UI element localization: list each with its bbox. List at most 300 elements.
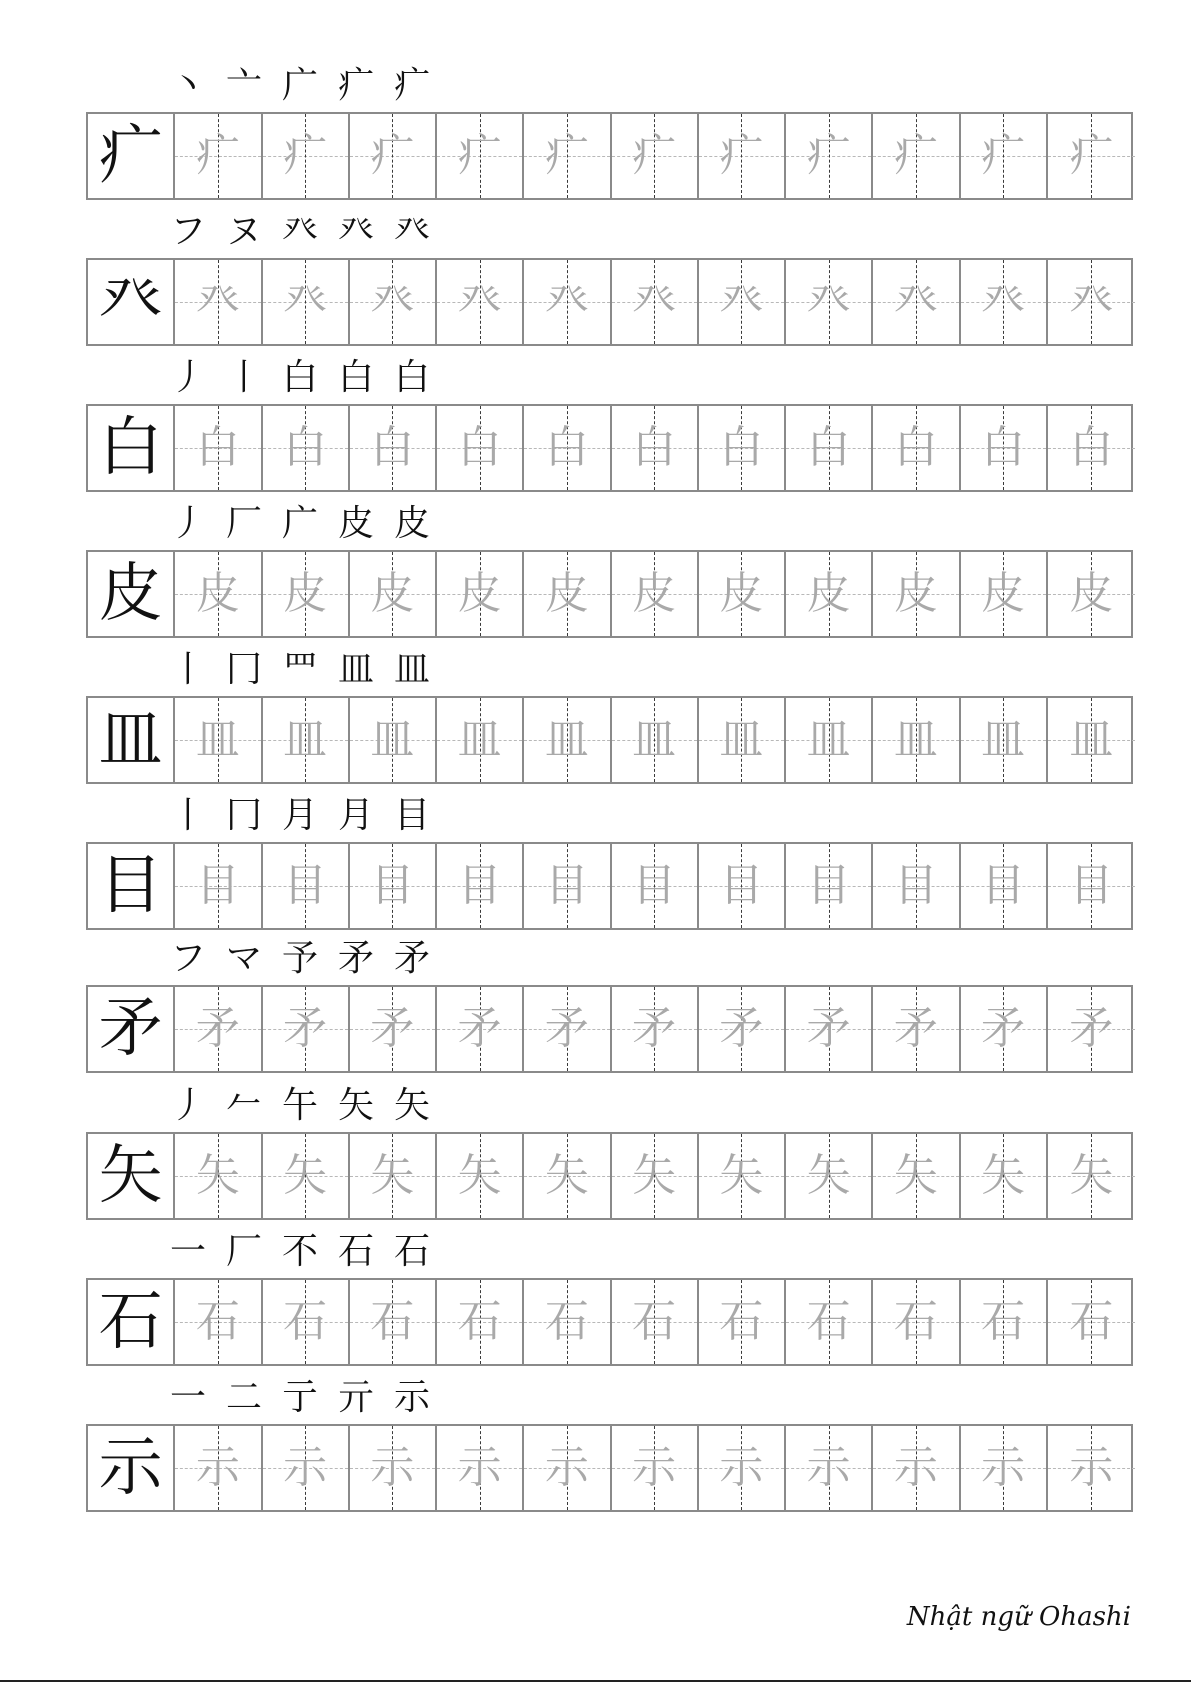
stroke-step: 亓 <box>337 1377 374 1418</box>
trace-character: 矢 <box>981 1150 1026 1201</box>
model-character: 皿 <box>98 703 163 777</box>
trace-cell <box>1048 552 1135 636</box>
trace-character: 矛 <box>893 1003 938 1054</box>
trace-character: 皿 <box>981 714 1026 765</box>
stroke-step: 亍 <box>281 1377 318 1418</box>
stroke-step: 月 <box>281 795 318 836</box>
trace-character: 疒 <box>370 130 415 181</box>
trace-cell <box>612 1426 699 1510</box>
trace-cell <box>437 844 524 928</box>
stroke-step: フ <box>169 211 206 252</box>
practice-grid <box>86 550 1133 638</box>
trace-character: 矛 <box>457 1003 502 1054</box>
trace-cell <box>612 114 699 198</box>
trace-cell <box>437 260 524 344</box>
trace-character: 癶 <box>806 276 851 327</box>
trace-cell <box>873 114 960 198</box>
trace-character: 皿 <box>195 714 240 765</box>
trace-character: 癶 <box>544 276 589 327</box>
trace-character: 癶 <box>457 276 502 327</box>
stroke-step: 癶 <box>337 211 374 252</box>
trace-cell <box>263 1426 350 1510</box>
practice-grid <box>86 842 1133 930</box>
trace-cell <box>524 1426 611 1510</box>
trace-cell <box>961 1280 1048 1364</box>
model-character: 目 <box>98 849 163 923</box>
trace-cell <box>524 114 611 198</box>
trace-cell <box>699 698 786 782</box>
trace-character: 白 <box>457 422 502 473</box>
trace-cell <box>263 260 350 344</box>
practice-grid <box>86 1278 1133 1366</box>
trace-character: 目 <box>195 860 240 911</box>
trace-cell <box>873 552 960 636</box>
trace-cell <box>961 844 1048 928</box>
trace-character: 示 <box>544 1442 589 1493</box>
trace-character: 目 <box>632 860 677 911</box>
stroke-order <box>160 52 560 104</box>
trace-character: 矢 <box>457 1150 502 1201</box>
trace-character: 皿 <box>370 714 415 765</box>
trace-cell <box>1048 1426 1135 1510</box>
trace-cell <box>612 1134 699 1218</box>
stroke-step: 广 <box>281 503 318 544</box>
trace-character: 目 <box>719 860 764 911</box>
practice-row <box>0 1072 1191 1228</box>
trace-cell <box>699 987 786 1071</box>
trace-character: 皮 <box>719 568 764 619</box>
trace-cell <box>350 1280 437 1364</box>
stroke-step: マ <box>225 938 262 979</box>
trace-character: 皮 <box>806 568 851 619</box>
practice-row <box>0 198 1191 354</box>
practice-grid <box>86 404 1133 492</box>
trace-cell <box>873 260 960 344</box>
trace-character: 皮 <box>370 568 415 619</box>
stroke-step: 一 <box>169 1231 206 1272</box>
practice-row <box>0 636 1191 792</box>
stroke-step: 丿 <box>169 357 206 398</box>
trace-character: 示 <box>457 1442 502 1493</box>
trace-cell <box>786 844 873 928</box>
model-character-cell <box>88 698 175 782</box>
stroke-order <box>160 636 560 688</box>
trace-character: 石 <box>195 1296 240 1347</box>
trace-cell <box>786 114 873 198</box>
trace-character: 皿 <box>893 714 938 765</box>
trace-cell <box>1048 844 1135 928</box>
trace-cell <box>612 987 699 1071</box>
model-character-cell <box>88 1134 175 1218</box>
trace-character: 石 <box>632 1296 677 1347</box>
trace-character: 矢 <box>719 1150 764 1201</box>
trace-cell <box>350 114 437 198</box>
trace-character: 疒 <box>632 130 677 181</box>
model-character: 白 <box>98 411 163 485</box>
trace-cell <box>699 406 786 490</box>
trace-character: 白 <box>893 422 938 473</box>
practice-row <box>0 490 1191 646</box>
trace-cell <box>699 844 786 928</box>
trace-character: 示 <box>719 1442 764 1493</box>
trace-character: 矢 <box>893 1150 938 1201</box>
trace-cell <box>873 1280 960 1364</box>
trace-character: 皮 <box>1069 568 1114 619</box>
stroke-step: 二 <box>225 1377 262 1418</box>
trace-character: 石 <box>544 1296 589 1347</box>
trace-character: 石 <box>283 1296 328 1347</box>
trace-character: 皮 <box>632 568 677 619</box>
trace-cell <box>786 987 873 1071</box>
practice-row <box>0 782 1191 938</box>
trace-cell <box>961 1426 1048 1510</box>
trace-character: 疒 <box>457 130 502 181</box>
practice-row <box>0 925 1191 1081</box>
trace-cell <box>786 260 873 344</box>
stroke-step: フ <box>169 938 206 979</box>
trace-character: 示 <box>195 1442 240 1493</box>
trace-cell <box>612 552 699 636</box>
stroke-step: 丶 <box>169 65 206 106</box>
trace-cell <box>786 1134 873 1218</box>
trace-cell <box>961 114 1048 198</box>
trace-character: 白 <box>1069 422 1114 473</box>
model-character: 皮 <box>98 557 163 631</box>
trace-cell <box>437 1426 524 1510</box>
stroke-step: 癶 <box>393 211 430 252</box>
trace-cell <box>524 260 611 344</box>
trace-cell <box>350 1426 437 1510</box>
trace-character: 疒 <box>719 130 764 181</box>
trace-cell <box>612 698 699 782</box>
trace-character: 疒 <box>283 130 328 181</box>
trace-character: 皮 <box>981 568 1026 619</box>
trace-character: 示 <box>283 1442 328 1493</box>
trace-cell <box>263 114 350 198</box>
practice-grid <box>86 1132 1133 1220</box>
trace-character: 矢 <box>544 1150 589 1201</box>
trace-character: 石 <box>370 1296 415 1347</box>
trace-character: 示 <box>893 1442 938 1493</box>
trace-character: 白 <box>544 422 589 473</box>
trace-cell <box>524 844 611 928</box>
trace-cell <box>873 406 960 490</box>
trace-cell <box>437 1280 524 1364</box>
trace-character: 皮 <box>544 568 589 619</box>
trace-cell <box>612 844 699 928</box>
model-character-cell <box>88 552 175 636</box>
stroke-step: 𠂉 <box>225 1085 262 1126</box>
trace-cell <box>437 987 524 1071</box>
trace-cell <box>437 406 524 490</box>
stroke-order <box>160 1218 560 1270</box>
trace-cell <box>699 114 786 198</box>
model-character: 示 <box>98 1431 163 1505</box>
trace-cell <box>350 552 437 636</box>
trace-cell <box>175 114 262 198</box>
trace-cell <box>263 1280 350 1364</box>
stroke-step: 疒 <box>337 65 374 106</box>
stroke-step: 罒 <box>281 649 318 690</box>
practice-grid <box>86 696 1133 784</box>
trace-character: 皿 <box>283 714 328 765</box>
trace-character: 矢 <box>806 1150 851 1201</box>
page-bottom-rule <box>0 1680 1191 1682</box>
trace-cell <box>699 1134 786 1218</box>
trace-cell <box>786 1280 873 1364</box>
trace-cell <box>699 260 786 344</box>
trace-character: 白 <box>806 422 851 473</box>
trace-character: 目 <box>806 860 851 911</box>
stroke-step: 月 <box>337 795 374 836</box>
stroke-step: 皮 <box>337 503 374 544</box>
trace-cell <box>350 698 437 782</box>
trace-character: 皿 <box>719 714 764 765</box>
practice-grid <box>86 258 1133 346</box>
stroke-step: 一 <box>169 1377 206 1418</box>
trace-cell <box>175 698 262 782</box>
stroke-step: 皮 <box>393 503 430 544</box>
trace-cell <box>1048 1134 1135 1218</box>
trace-cell <box>437 1134 524 1218</box>
stroke-step: 癶 <box>281 211 318 252</box>
model-character-cell <box>88 1280 175 1364</box>
trace-character: 皿 <box>457 714 502 765</box>
model-character: 矛 <box>98 992 163 1066</box>
stroke-step: 皿 <box>337 649 374 690</box>
trace-character: 石 <box>893 1296 938 1347</box>
practice-grid <box>86 985 1133 1073</box>
trace-character: 目 <box>1069 860 1114 911</box>
stroke-order <box>160 782 560 834</box>
trace-cell <box>175 1426 262 1510</box>
trace-character: 目 <box>457 860 502 911</box>
trace-cell <box>175 1134 262 1218</box>
trace-character: 矛 <box>1069 1003 1114 1054</box>
trace-cell <box>1048 987 1135 1071</box>
trace-cell <box>873 698 960 782</box>
trace-character: 癶 <box>1069 276 1114 327</box>
trace-character: 皿 <box>544 714 589 765</box>
trace-character: 癶 <box>719 276 764 327</box>
trace-character: 目 <box>370 860 415 911</box>
trace-character: 白 <box>283 422 328 473</box>
trace-character: 示 <box>806 1442 851 1493</box>
model-character-cell <box>88 844 175 928</box>
stroke-step: 白 <box>393 357 430 398</box>
trace-character: 目 <box>283 860 328 911</box>
trace-character: 癶 <box>195 276 240 327</box>
trace-cell <box>350 406 437 490</box>
trace-character: 示 <box>981 1442 1026 1493</box>
trace-cell <box>786 552 873 636</box>
stroke-order <box>160 344 560 396</box>
stroke-step: 不 <box>281 1231 318 1272</box>
stroke-step: 丨 <box>169 649 206 690</box>
trace-cell <box>175 1280 262 1364</box>
practice-row <box>0 1218 1191 1374</box>
trace-character: 石 <box>457 1296 502 1347</box>
trace-cell <box>873 1426 960 1510</box>
stroke-order <box>160 198 560 250</box>
trace-cell <box>1048 114 1135 198</box>
trace-character: 皮 <box>893 568 938 619</box>
trace-cell <box>961 987 1048 1071</box>
trace-character: 矛 <box>719 1003 764 1054</box>
trace-character: 疒 <box>544 130 589 181</box>
trace-character: 矛 <box>806 1003 851 1054</box>
model-character-cell <box>88 114 175 198</box>
trace-cell <box>524 987 611 1071</box>
trace-character: 矢 <box>283 1150 328 1201</box>
stroke-step: 冂 <box>225 795 262 836</box>
brand-signature: Nhật ngữ Ohashi <box>906 1602 1131 1632</box>
trace-character: 石 <box>806 1296 851 1347</box>
trace-cell <box>437 552 524 636</box>
stroke-step: ヌ <box>225 211 262 252</box>
trace-character: 目 <box>893 860 938 911</box>
stroke-step: 厂 <box>225 1231 262 1272</box>
trace-character: 白 <box>632 422 677 473</box>
practice-grid <box>86 1424 1133 1512</box>
stroke-step: 广 <box>281 65 318 106</box>
trace-character: 石 <box>1069 1296 1114 1347</box>
trace-character: 示 <box>1069 1442 1114 1493</box>
trace-cell <box>524 1280 611 1364</box>
stroke-step: 白 <box>281 357 318 398</box>
trace-character: 示 <box>632 1442 677 1493</box>
model-character: 癶 <box>98 265 163 339</box>
stroke-step: 冂 <box>225 649 262 690</box>
trace-character: 白 <box>195 422 240 473</box>
stroke-step: 石 <box>393 1231 430 1272</box>
stroke-step: 厂 <box>225 503 262 544</box>
trace-character: 石 <box>981 1296 1026 1347</box>
trace-cell <box>699 1280 786 1364</box>
trace-character: 白 <box>981 422 1026 473</box>
trace-character: 白 <box>370 422 415 473</box>
trace-cell <box>961 260 1048 344</box>
practice-grid <box>86 112 1133 200</box>
trace-character: 矛 <box>370 1003 415 1054</box>
stroke-order <box>160 1072 560 1124</box>
trace-cell <box>612 406 699 490</box>
trace-character: 皮 <box>195 568 240 619</box>
trace-cell <box>175 987 262 1071</box>
trace-character: 目 <box>981 860 1026 911</box>
trace-cell <box>873 1134 960 1218</box>
trace-cell <box>961 698 1048 782</box>
trace-cell <box>350 1134 437 1218</box>
stroke-step: 矛 <box>337 938 374 979</box>
trace-cell <box>175 552 262 636</box>
trace-cell <box>961 552 1048 636</box>
trace-character: 皿 <box>806 714 851 765</box>
trace-cell <box>699 552 786 636</box>
model-character: 矢 <box>98 1139 163 1213</box>
trace-character: 疒 <box>806 130 851 181</box>
trace-cell <box>961 1134 1048 1218</box>
trace-character: 矛 <box>632 1003 677 1054</box>
stroke-step: 皿 <box>393 649 430 690</box>
trace-character: 皿 <box>632 714 677 765</box>
trace-cell <box>350 987 437 1071</box>
trace-cell <box>175 844 262 928</box>
trace-cell <box>524 406 611 490</box>
model-character-cell <box>88 987 175 1071</box>
trace-cell <box>437 698 524 782</box>
model-character-cell <box>88 1426 175 1510</box>
trace-cell <box>873 844 960 928</box>
trace-cell <box>699 1426 786 1510</box>
trace-character: 矢 <box>195 1150 240 1201</box>
stroke-step: 丨 <box>225 357 262 398</box>
trace-cell <box>873 987 960 1071</box>
model-character-cell <box>88 406 175 490</box>
trace-cell <box>961 406 1048 490</box>
trace-character: 矢 <box>1069 1150 1114 1201</box>
trace-cell <box>175 260 262 344</box>
trace-cell <box>786 1426 873 1510</box>
trace-cell <box>612 1280 699 1364</box>
trace-character: 矢 <box>632 1150 677 1201</box>
trace-character: 石 <box>719 1296 764 1347</box>
model-character-cell <box>88 260 175 344</box>
practice-row <box>0 1364 1191 1520</box>
trace-cell <box>263 552 350 636</box>
trace-cell <box>263 987 350 1071</box>
trace-character: 目 <box>544 860 589 911</box>
trace-cell <box>1048 260 1135 344</box>
trace-cell <box>263 698 350 782</box>
model-character: 疒 <box>98 119 163 193</box>
stroke-step: 疒 <box>393 65 430 106</box>
stroke-step: 丨 <box>169 795 206 836</box>
stroke-step: 丿 <box>169 1085 206 1126</box>
trace-character: 疒 <box>981 130 1026 181</box>
stroke-step: 白 <box>337 357 374 398</box>
trace-character: 疒 <box>195 130 240 181</box>
stroke-step: 午 <box>281 1085 318 1126</box>
trace-cell <box>524 1134 611 1218</box>
trace-character: 癶 <box>370 276 415 327</box>
stroke-order <box>160 925 560 977</box>
trace-cell <box>350 260 437 344</box>
trace-cell <box>263 844 350 928</box>
trace-character: 癶 <box>981 276 1026 327</box>
trace-character: 癶 <box>632 276 677 327</box>
stroke-step: 矢 <box>337 1085 374 1126</box>
trace-character: 癶 <box>283 276 328 327</box>
trace-cell <box>263 406 350 490</box>
stroke-step: 示 <box>393 1377 430 1418</box>
stroke-step: 石 <box>337 1231 374 1272</box>
model-character: 石 <box>98 1285 163 1359</box>
stroke-order <box>160 1364 560 1416</box>
trace-character: 矛 <box>544 1003 589 1054</box>
trace-cell <box>437 114 524 198</box>
stroke-step: 予 <box>281 938 318 979</box>
trace-cell <box>786 698 873 782</box>
trace-cell <box>1048 406 1135 490</box>
trace-character: 矛 <box>283 1003 328 1054</box>
stroke-order <box>160 490 560 542</box>
trace-cell <box>175 406 262 490</box>
trace-character: 矢 <box>370 1150 415 1201</box>
trace-cell <box>1048 1280 1135 1364</box>
practice-row <box>0 344 1191 500</box>
practice-row <box>0 52 1191 208</box>
